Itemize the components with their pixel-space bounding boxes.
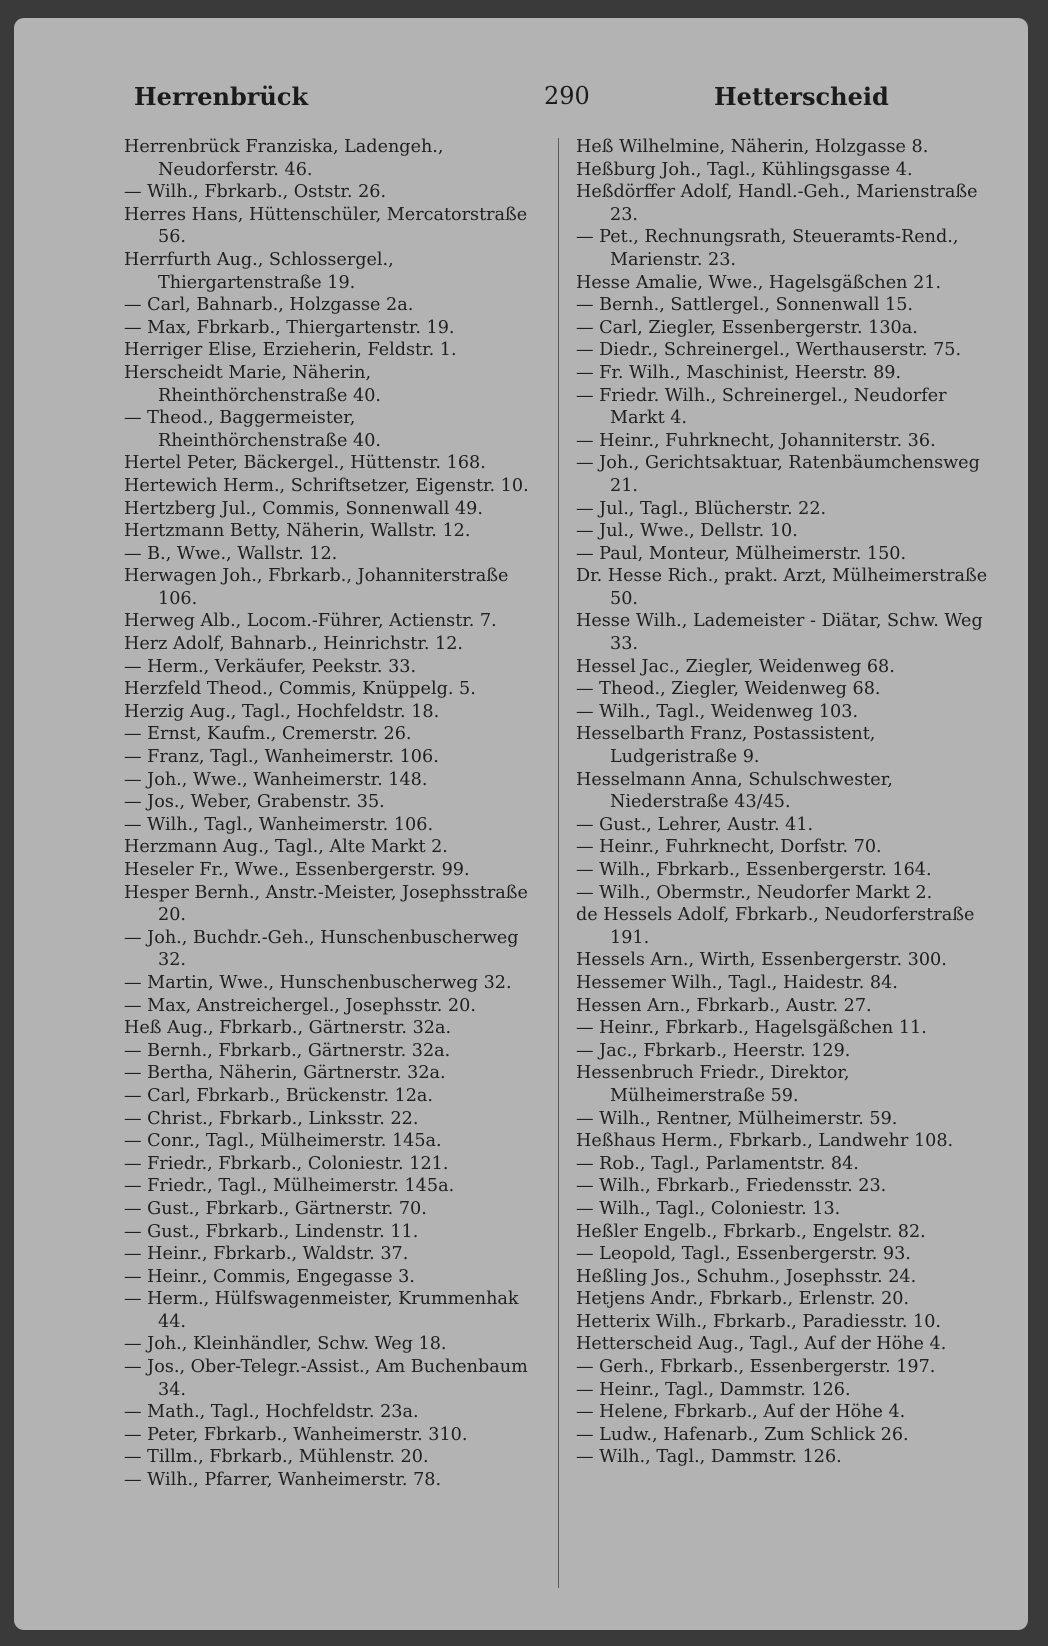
directory-entry: Hesse Wilh., Lademeister - Diätar, Schw. Weg 33. bbox=[576, 611, 983, 655]
directory-entry: — Heinr., Fbrkarb., Hagelsgäßchen 11. bbox=[576, 1018, 927, 1039]
directory-entry: Heseler Fr., Wwe., Essenbergerstr. 99. bbox=[124, 860, 470, 880]
page-header bbox=[114, 82, 1004, 116]
directory-entry: Herriger Elise, Erzieherin, Feldstr. 1. bbox=[124, 340, 457, 361]
directory-entry: — Fr. Wilh., Maschinist, Heerstr. 89. bbox=[576, 362, 902, 383]
directory-entry: — Wilh., Tagl., Coloniestr. 13. bbox=[576, 1198, 841, 1219]
directory-entry: — Theod., Baggermeister, Rheinthörchenstraße 40. bbox=[124, 408, 382, 451]
directory-entry: — Ludw., Hafenarb., Zum Schlick 26. bbox=[576, 1424, 909, 1445]
directory-entry: — Gust., Lehrer, Austr. 41. bbox=[576, 814, 814, 835]
directory-entry: Herwagen Joh., Fbrkarb., Johanniterstraße 106. bbox=[124, 566, 509, 609]
directory-entry: — Ernst, Kaufm., Cremerstr. 26. bbox=[124, 724, 412, 745]
directory-entry: — Wilh., Tagl., Wanheimerstr. 106. bbox=[124, 814, 434, 835]
directory-entry: Hesper Bernh., Anstr.-Meister, Josephsstraße 20. bbox=[124, 882, 528, 926]
directory-entry: — Max, Anstreichergel., Josephsstr. 20. bbox=[124, 995, 476, 1016]
directory-entry: Heßdörffer Adolf, Handl.-Geh., Marienstraße 23. bbox=[576, 182, 978, 225]
column-divider bbox=[558, 138, 559, 1588]
directory-entry: — Joh., Buchdr.-Geh., Hunschenbuscherweg 32. bbox=[124, 927, 519, 971]
directory-entry: Hertzmann Betty, Näherin, Wallstr. 12. bbox=[124, 521, 471, 542]
directory-entry: Hesselmann Anna, Schulschwester, Niederstraße 43/45. bbox=[576, 769, 893, 813]
directory-entry: Hertel Peter, Bäckergel., Hüttenstr. 168. bbox=[124, 453, 486, 474]
directory-entry: — Wilh., Fbrkarb., Oststr. 26. bbox=[124, 182, 387, 203]
directory-entry: — Theod., Ziegler, Weidenweg 68. bbox=[576, 679, 881, 700]
directory-entry: Hertewich Herm., Schriftsetzer, Eigenstr. 10. bbox=[124, 475, 529, 496]
directory-entry: Heßburg Joh., Tagl., Kühlingsgasse 4. bbox=[576, 159, 913, 180]
directory-entry: — Wilh., Rentner, Mülheimerstr. 59. bbox=[576, 1108, 898, 1129]
directory-entry: — Gust., Fbrkarb., Lindenstr. 11. bbox=[124, 1221, 419, 1242]
directory-entry: — Jul., Tagl., Blücherstr. 22. bbox=[576, 498, 827, 519]
left-column bbox=[124, 136, 544, 1492]
directory-entry: — Wilh., Fbrkarb., Essenbergerstr. 164. bbox=[576, 860, 932, 880]
directory-entry: — Pet., Rechnungsrath, Steueramts-Rend., Marienstr. 23. bbox=[576, 227, 959, 270]
directory-entry: Heß Wilhelmine, Näherin, Holzgasse 8. bbox=[576, 137, 929, 157]
directory-entry: Hesse Amalie, Wwe., Hagelsgäßchen 21. bbox=[576, 272, 942, 293]
directory-entry: — Joh., Wwe., Wanheimerstr. 148. bbox=[124, 769, 428, 790]
directory-entry: Heßling Jos., Schuhm., Josephsstr. 24. bbox=[576, 1266, 917, 1287]
directory-page bbox=[14, 18, 1028, 1630]
directory-entry: — Wilh., Obermstr., Neudorfer Markt 2. bbox=[576, 882, 933, 903]
directory-entry: Herrfurth Aug., Schlossergel., Thiergartenstraße 19. bbox=[124, 249, 394, 293]
directory-entry: Hertzberg Jul., Commis, Sonnenwall 49. bbox=[124, 498, 483, 519]
right-column bbox=[576, 136, 996, 1469]
directory-entry: Hetterscheid Aug., Tagl., Auf der Höhe 4. bbox=[576, 1334, 947, 1355]
directory-entry: Herzig Aug., Tagl., Hochfeldstr. 18. bbox=[124, 701, 440, 722]
directory-entry: — Diedr., Schreinergel., Werthauserstr. 75. bbox=[576, 340, 962, 361]
directory-entry: — Friedr., Tagl., Mülheimerstr. 145a. bbox=[124, 1176, 455, 1197]
directory-entry: Hessen Arn., Fbrkarb., Austr. 27. bbox=[576, 995, 872, 1016]
directory-entry: Herweg Alb., Locom.-Führer, Actienstr. 7. bbox=[124, 611, 497, 632]
directory-entry: — Bernh., Sattlergel., Sonnenwall 15. bbox=[576, 295, 914, 316]
page-number: 290 bbox=[544, 82, 590, 110]
directory-entry: — Martin, Wwe., Hunschenbuscherweg 32. bbox=[124, 972, 512, 993]
directory-entry: Herres Hans, Hüttenschüler, Mercatorstraße 56. bbox=[124, 204, 528, 248]
directory-entry: — Wilh., Tagl., Weidenweg 103. bbox=[576, 701, 859, 722]
directory-entry: — Heinr., Fuhrknecht, Dorfstr. 70. bbox=[576, 837, 882, 858]
directory-entry: — Heinr., Tagl., Dammstr. 126. bbox=[576, 1379, 851, 1400]
directory-entry: — Max, Fbrkarb., Thiergartenstr. 19. bbox=[124, 317, 455, 338]
directory-entry: — Carl, Ziegler, Essenbergerstr. 130a. bbox=[576, 317, 918, 338]
directory-entry: Hessemer Wilh., Tagl., Haidestr. 84. bbox=[576, 972, 898, 993]
directory-entry: — Wilh., Pfarrer, Wanheimerstr. 78. bbox=[124, 1470, 442, 1491]
directory-entry: Herzfeld Theod., Commis, Knüppelg. 5. bbox=[124, 679, 476, 700]
directory-entry: — Helene, Fbrkarb., Auf der Höhe 4. bbox=[576, 1402, 906, 1423]
directory-entry: Hesselbarth Franz, Postassistent, Ludgeristraße 9. bbox=[576, 724, 876, 768]
directory-entry: — Jul., Wwe., Dellstr. 10. bbox=[576, 521, 798, 542]
directory-entry: Hessenbruch Friedr., Direktor, Mülheimerstraße 59. bbox=[576, 1063, 850, 1106]
directory-entry: Herzmann Aug., Tagl., Alte Markt 2. bbox=[124, 837, 448, 858]
directory-entry: — Carl, Fbrkarb., Brückenstr. 12a. bbox=[124, 1085, 433, 1106]
directory-entry: — Carl, Bahnarb., Holzgasse 2a. bbox=[124, 295, 414, 316]
directory-entry: — Franz, Tagl., Wanheimerstr. 106. bbox=[124, 747, 439, 768]
directory-entry: Heß Aug., Fbrkarb., Gärtnerstr. 32a. bbox=[124, 1018, 452, 1039]
directory-entry: — Christ., Fbrkarb., Linksstr. 22. bbox=[124, 1108, 419, 1129]
directory-entry: — Joh., Gerichtsaktuar, Ratenbäumchensweg 21. bbox=[576, 453, 980, 496]
directory-entry: Heßler Engelb., Fbrkarb., Engelstr. 82. bbox=[576, 1221, 926, 1242]
directory-entry: Hessels Arn., Wirth, Essenbergerstr. 300. bbox=[576, 950, 947, 971]
directory-entry: — Heinr., Fbrkarb., Waldstr. 37. bbox=[124, 1244, 409, 1265]
directory-entry: Dr. Hesse Rich., prakt. Arzt, Mülheimerstraße 50. bbox=[576, 566, 988, 609]
directory-entry: — Paul, Monteur, Mülheimerstr. 150. bbox=[576, 543, 907, 564]
directory-entry: — Herm., Verkäufer, Peekstr. 33. bbox=[124, 656, 417, 677]
directory-entry: — Gust., Fbrkarb., Gärtnerstr. 70. bbox=[124, 1198, 427, 1219]
directory-entry: — Joh., Kleinhändler, Schw. Weg 18. bbox=[124, 1334, 447, 1355]
directory-entry: — Conr., Tagl., Mülheimerstr. 145a. bbox=[124, 1131, 442, 1152]
directory-entry: — Wilh., Fbrkarb., Friedensstr. 23. bbox=[576, 1176, 887, 1197]
directory-entry: — Bertha, Näherin, Gärtnerstr. 32a. bbox=[124, 1063, 446, 1084]
directory-entry: — Friedr. Wilh., Schreinergel., Neudorfer Markt 4. bbox=[576, 385, 947, 429]
directory-entry: — Rob., Tagl., Parlamentstr. 84. bbox=[576, 1153, 859, 1174]
directory-entry: — Heinr., Fuhrknecht, Johanniterstr. 36. bbox=[576, 430, 936, 451]
directory-entry: — Gerh., Fbrkarb., Essenbergerstr. 197. bbox=[576, 1357, 936, 1378]
directory-entry: — Math., Tagl., Hochfeldstr. 23a. bbox=[124, 1402, 419, 1423]
directory-entry: — B., Wwe., Wallstr. 12. bbox=[124, 543, 338, 564]
directory-entry: Heßhaus Herm., Fbrkarb., Landwehr 108. bbox=[576, 1131, 954, 1152]
directory-entry: — Wilh., Tagl., Dammstr. 126. bbox=[576, 1447, 842, 1468]
directory-entry: Hetjens Andr., Fbrkarb., Erlenstr. 20. bbox=[576, 1289, 910, 1310]
directory-entry: — Jac., Fbrkarb., Heerstr. 129. bbox=[576, 1040, 851, 1061]
directory-entry: Herz Adolf, Bahnarb., Heinrichstr. 12. bbox=[124, 634, 463, 655]
directory-entry: — Tillm., Fbrkarb., Mühlenstr. 20. bbox=[124, 1447, 429, 1468]
directory-entry: — Leopold, Tagl., Essenbergerstr. 93. bbox=[576, 1244, 911, 1265]
directory-entry: — Jos., Weber, Grabenstr. 35. bbox=[124, 792, 385, 813]
running-head-right: Hetterscheid bbox=[714, 82, 889, 111]
directory-entry: Herscheidt Marie, Näherin, Rheinthörchenstraße 40. bbox=[124, 362, 382, 406]
directory-entry: — Heinr., Commis, Engegasse 3. bbox=[124, 1266, 415, 1287]
running-head-left: Herrenbrück bbox=[134, 82, 309, 111]
directory-entry: — Jos., Ober-Telegr.-Assist., Am Buchenbaum 34. bbox=[124, 1357, 528, 1400]
directory-entry: Hetterix Wilh., Fbrkarb., Paradiesstr. 10. bbox=[576, 1311, 941, 1332]
directory-entry: — Bernh., Fbrkarb., Gärtnerstr. 32a. bbox=[124, 1040, 451, 1061]
directory-entry: — Peter, Fbrkarb., Wanheimerstr. 310. bbox=[124, 1424, 468, 1445]
directory-entry: Hessel Jac., Ziegler, Weidenweg 68. bbox=[576, 656, 895, 677]
directory-entry: — Herm., Hülfswagenmeister, Krummenhak 44. bbox=[124, 1289, 519, 1332]
directory-entry: de Hessels Adolf, Fbrkarb., Neudorferstraße 191. bbox=[576, 905, 975, 948]
directory-entry: — Friedr., Fbrkarb., Coloniestr. 121. bbox=[124, 1153, 449, 1174]
directory-entry: Herrenbrück Franziska, Ladengeh., Neudorferstr. 46. bbox=[124, 137, 444, 180]
